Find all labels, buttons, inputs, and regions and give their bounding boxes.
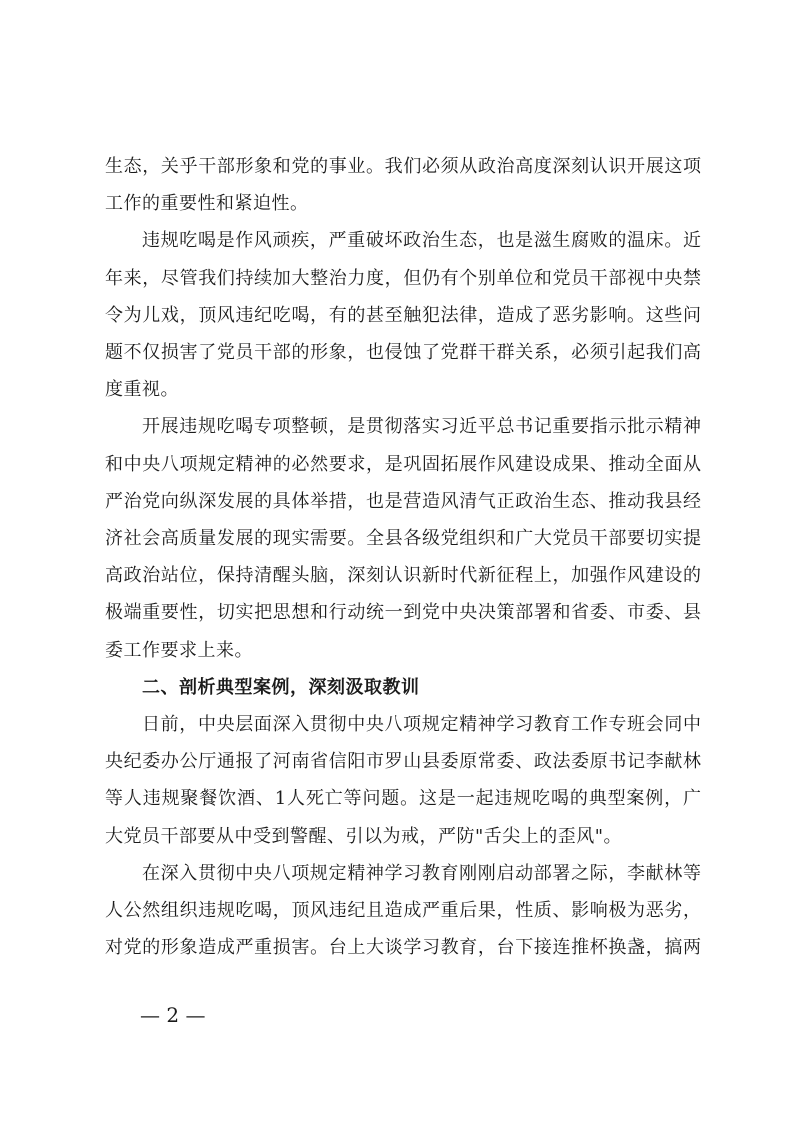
text-line: 年来，尽管我们持续加大整治力度，但仍有个别单位和党员干部视中央禁	[105, 267, 701, 289]
text-line: 对党的形象造成严重损害。台上大谈学习教育，台下接连推杯换盏，搞两	[105, 937, 701, 959]
text-line: 日前，中央层面深入贯彻中央八项规定精神学习教育工作专班会同中	[142, 714, 701, 736]
text-line: 委工作要求上来。	[105, 639, 253, 661]
body-text	[105, 148, 701, 966]
text-line: 在深入贯彻中央八项规定精神学习教育刚刚启动部署之际，李献林等	[142, 862, 701, 884]
section-heading: 二、剖析典型案例，深刻汲取教训	[142, 676, 420, 698]
text-line: 开展违规吃喝专项整顿，是贯彻落实习近平总书记重要指示批示精神	[142, 416, 701, 438]
text-line: 等人违规聚餐饮酒、1人死亡等问题。这是一起违规吃喝的典型案例，广	[105, 788, 701, 810]
text-line: 和中央八项规定精神的必然要求，是巩固拓展作风建设成果、推动全面从	[105, 453, 701, 475]
page-number: — 2 —	[140, 1003, 206, 1027]
text-line: 济社会高质量发展的现实需要。全县各级党组织和广大党员干部要切实提	[105, 528, 701, 550]
text-line: 工作的重要性和紧迫性。	[105, 193, 309, 215]
text-line: 大党员干部要从中受到警醒、引以为戒，严防"舌尖上的歪风"。	[105, 825, 623, 847]
text-line: 央纪委办公厅通报了河南省信阳市罗山县委原常委、政法委原书记李献林	[105, 751, 701, 773]
text-line: 题不仅损害了党员干部的形象，也侵蚀了党群干群关系，必须引起我们高	[105, 342, 701, 364]
text-line: 违规吃喝是作风顽疾，严重破坏政治生态，也是滋生腐败的温床。近	[142, 230, 701, 252]
text-line: 高政治站位，保持清醒头脑，深刻认识新时代新征程上，加强作风建设的	[105, 565, 701, 587]
text-line: 度重视。	[105, 379, 179, 401]
text-line: 令为儿戏，顶风违纪吃喝，有的甚至触犯法律，造成了恶劣影响。这些问	[105, 304, 701, 326]
text-line: 极端重要性，切实把思想和行动统一到党中央决策部署和省委、市委、县	[105, 602, 701, 624]
text-line: 严治党向纵深发展的具体举措，也是营造风清气正政治生态、推动我县经	[105, 490, 701, 512]
text-line: 人公然组织违规吃喝，顶风违纪且造成严重后果，性质、影响极为恶劣，	[105, 900, 701, 922]
text-line: 生态，关乎干部形象和党的事业。我们必须从政治高度深刻认识开展这项	[105, 156, 701, 177]
